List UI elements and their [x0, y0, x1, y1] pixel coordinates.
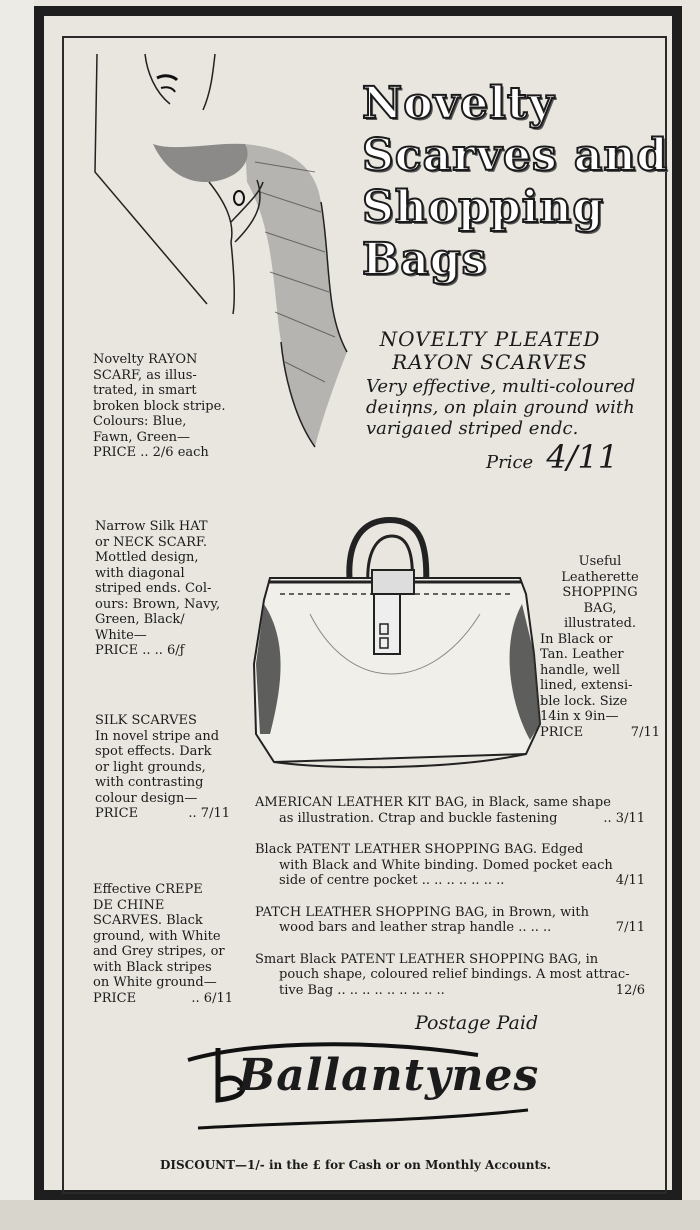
rayon-line: Colours: Blue,: [93, 414, 187, 429]
bag-line: Leatherette: [561, 569, 639, 585]
crepe-line: on White ground—: [93, 975, 217, 990]
pleated-title: [370, 328, 610, 374]
bag-item-price-row: [255, 873, 645, 889]
rayon-scarf-description: [93, 352, 233, 461]
hat-line: Narrow Silk HAT: [95, 519, 208, 534]
hat-line: Mottled design,: [95, 550, 199, 565]
torn-bottom-edge: [0, 1200, 700, 1230]
silk-price-row: [95, 806, 230, 822]
bag-list: [255, 795, 645, 998]
headline-line-1: Novelty: [362, 78, 555, 129]
pleated-title-line: RAYON SCARVES: [392, 350, 588, 374]
pleated-price-value: 4/11: [546, 438, 619, 476]
bag-item-price: 7/11: [615, 920, 645, 935]
hat-line: Green, Black/: [95, 612, 185, 627]
crepe-line: DE CHINE: [93, 897, 165, 913]
bag-item-line: as illustration. Ctrap and buckle fastening: [279, 810, 558, 826]
crepe-scarves-description: [93, 882, 233, 1006]
bag-line: BAG,: [583, 600, 617, 616]
logo-text: Ballantynes: [238, 1050, 540, 1101]
headline-line-4: Bags: [362, 234, 488, 285]
bag-item: [255, 952, 645, 999]
bag-line: 14in x 9in—: [540, 709, 619, 724]
bag-item-line: AMERICAN LEATHER KIT BAG, in Black, same shape: [255, 795, 611, 810]
bag-item-line: Smart Black PATENT LEATHER SHOPPING BAG, in: [255, 951, 599, 967]
bag-item-line: side of centre pocket .. .. .. .. .. .. ..: [279, 873, 505, 888]
pleated-description: [366, 376, 656, 439]
crepe-line: and Grey stripes, or: [93, 944, 225, 959]
bag-item-price: .. 3/11: [603, 810, 645, 826]
bag-item: [255, 842, 645, 889]
bag-price-value: 7/11: [630, 724, 660, 740]
rayon-line: trated, in smart: [93, 383, 197, 398]
silk-line: with contrasting: [95, 775, 204, 790]
crepe-price-row: [93, 991, 233, 1007]
shopping-bag-illustration: [250, 514, 545, 784]
bag-item-price-row: [255, 920, 645, 936]
bag-line: In Black or: [540, 631, 613, 647]
silk-line: SILK SCARVES: [95, 713, 197, 728]
page-edge: [0, 0, 34, 1230]
bag-line: handle, well: [540, 662, 621, 678]
ballantynes-logo: [178, 1030, 558, 1140]
pleated-price-label: Price: [486, 452, 534, 473]
hat-line: with diagonal: [95, 565, 185, 581]
rayon-line: SCARF, as illus-: [93, 367, 197, 383]
bag-item-line: wood bars and leather strap handle .. .. ..: [279, 920, 552, 935]
silk-line: In novel stripe and: [95, 728, 220, 744]
rayon-line: Fawn, Green—: [93, 429, 191, 445]
bag-item-line: PATCH LEATHER SHOPPING BAG, in Brown, with: [255, 904, 589, 920]
crepe-line: Effective CREPE: [93, 882, 203, 897]
silk-hat-scarf-description: [95, 519, 230, 659]
postage-paid: Postage Paid: [415, 1012, 539, 1034]
rayon-line: broken block stripe.: [93, 398, 226, 414]
bag-item: [255, 905, 645, 936]
bag-line: lined, extensi-: [540, 678, 633, 693]
hat-line: White—: [95, 627, 147, 643]
bag-item-price-row: [255, 811, 645, 827]
headline-line-3: Shopping: [362, 182, 605, 233]
pleated-body-line: Very effective, multi-coloured: [366, 376, 636, 397]
bag-line: Tan. Leather: [540, 647, 624, 662]
rayon-price: PRICE .. 2/6 each: [93, 445, 209, 460]
bag-item-price-row: [255, 983, 645, 999]
headline-line-2: Scarves and: [362, 130, 669, 181]
pleated-price: [486, 438, 618, 476]
silk-scarves-description: [95, 713, 230, 822]
bag-item-price: 12/6: [615, 982, 645, 998]
headline: [362, 78, 669, 286]
bag-price-row: [540, 725, 660, 741]
bag-item-line: tive Bag .. .. .. .. .. .. .. .. ..: [279, 982, 445, 998]
bag-line: Useful: [578, 554, 622, 569]
silk-line: or light grounds,: [95, 759, 206, 775]
bag-line: illustrated.: [563, 616, 637, 631]
bag-item-line: pouch shape, coloured relief bindings. A most attrac-: [279, 967, 630, 982]
discount-note: DISCOUNT—1/- in the £ for Cash or on Monthly Accounts.: [160, 1158, 551, 1172]
crepe-price-label: PRICE: [93, 990, 137, 1006]
silk-price-value: .. 7/11: [188, 806, 230, 821]
crepe-line: ground, with White: [93, 928, 221, 944]
hat-line: ours: Brown, Navy,: [95, 596, 221, 612]
bag-item-line: with Black and White binding. Domed pocket each: [279, 857, 613, 873]
useful-bag-description: [540, 554, 660, 740]
silk-price-label: PRICE: [95, 806, 139, 821]
bag-line: ble lock. Size: [540, 693, 628, 709]
bag-item-price: 4/11: [615, 873, 645, 888]
hat-price: PRICE .. .. 6/ƒ: [95, 643, 185, 658]
bag-item-line: Black PATENT LEATHER SHOPPING BAG. Edged: [255, 842, 584, 857]
crepe-line: SCARVES. Black: [93, 913, 203, 928]
pleated-body-line: deιiηns, on plain ground with: [366, 397, 635, 418]
silk-line: colour design—: [95, 790, 198, 806]
bag-line: SHOPPING: [562, 585, 638, 600]
rayon-line: Novelty RAYON: [93, 352, 198, 367]
hat-line: striped ends. Col-: [95, 581, 212, 596]
crepe-price-value: .. 6/11: [191, 990, 233, 1006]
crepe-line: with Black stripes: [93, 959, 212, 975]
pleated-title-line: NOVELTY PLEATED: [379, 327, 601, 351]
bag-price-label: PRICE: [540, 724, 584, 740]
silk-line: spot effects. Dark: [95, 744, 212, 759]
pleated-body-line: varigaιed striped endс.: [366, 418, 579, 439]
hat-line: or NECK SCARF.: [95, 534, 207, 550]
bag-item: [255, 795, 645, 826]
